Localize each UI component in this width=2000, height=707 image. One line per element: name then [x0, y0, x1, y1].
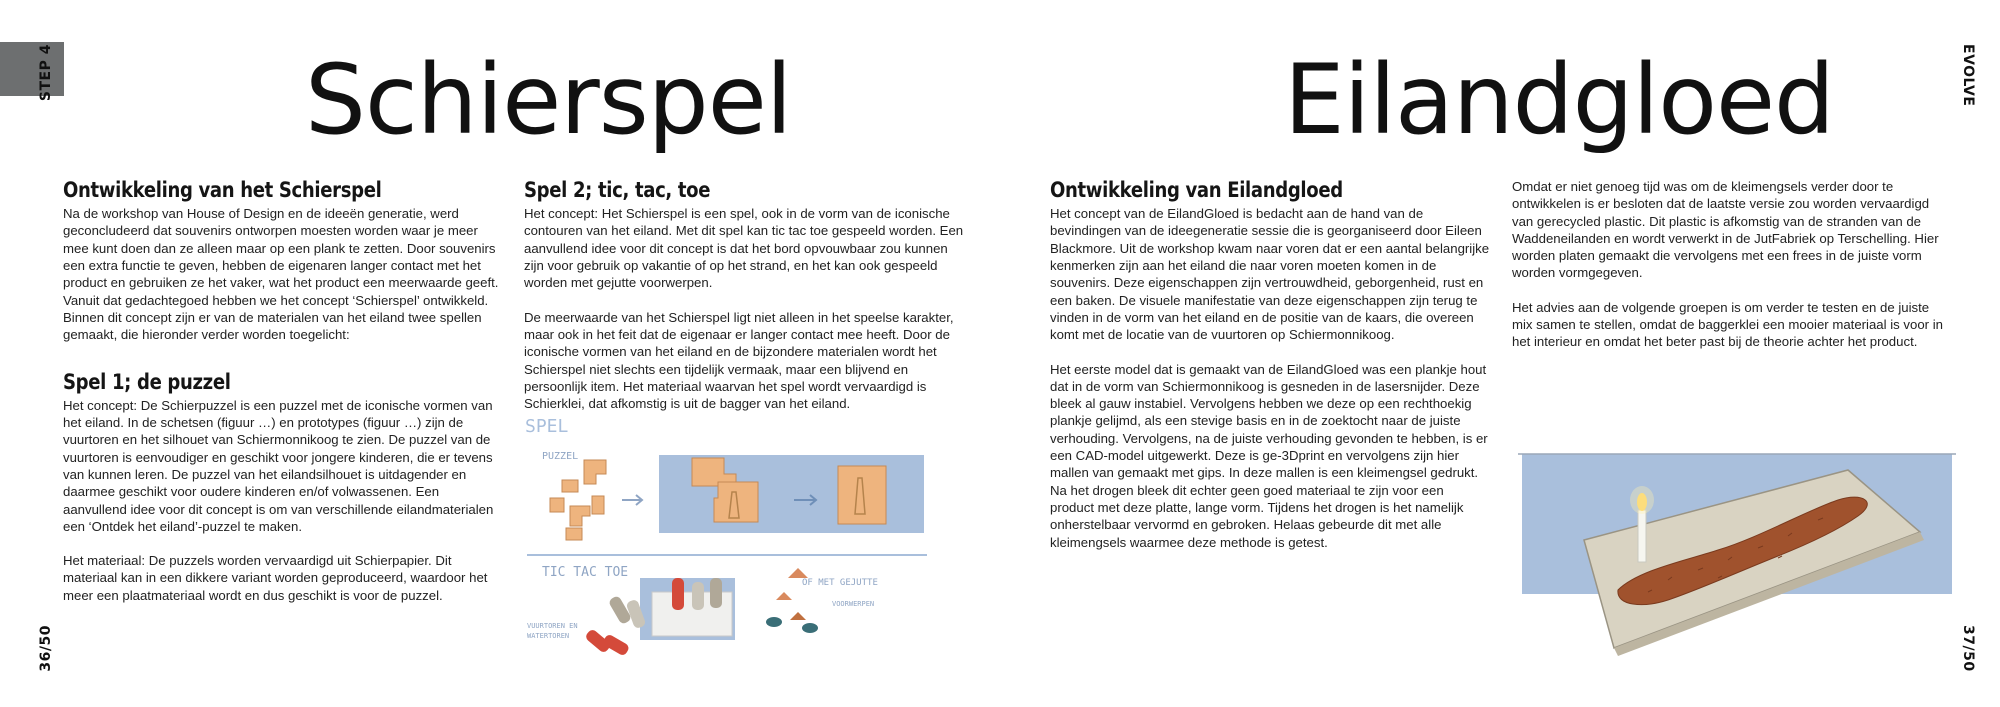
- paragraph-eerste-model: Het eerste model dat is gemaakt van de EilandGloed was een plankje hout dat in de vorm van Schiermonnikoog is gesneden in de lasersnijder. Deze bleek al gauw instabiel. Vervolgens hebben we deze op een rechthoekig plankje gelijmd, als een stevige basis en in de zoektocht naar de juiste verhouding. Vervolgens, na de juiste verhouding gevonden te hebben, is er een CAD-model uitgewerkt. Deze is ge-3Dprint en vervolgens zijn hier mallen van gemaakt met gips. In deze mallen is een kleimengsel gedrukt. Na het drogen bleek dit echter geen goed materiaal te zijn voor een product met deze platte, lange vorm. Tijdens het drogen is het namelijk onherstelbaar vervormd en gebroken. Helaas gebeurde dit met alle kleimengsels waarmee deze methode is getest.: [1050, 361, 1488, 550]
- eilandgloed-illustration: [1518, 440, 1958, 660]
- paragraph-puzzel-concept: Het concept: De Schierpuzzel is een puzzel met de iconische vormen van het eiland. In de schetsen (figuur …) en prototypes (figuur …) zijn de vuurtoren en het silhouet van Schiermonnikoog te zien. De puzzel van de vuurtoren is eenvoudiger en geschikt voor jongere kinderen, die er tevens van kunnen leren. De puzzel van het eilandsilhouet is uitdagender en daarmee geschikt voor oudere kinderen en/of volwassenen. Een aanvullend idee voor dit concept is om van verschillende eilandmaterialen een ‘Ontdek het eiland’-puzzel te maken.: [63, 397, 494, 534]
- candle: [1638, 510, 1646, 562]
- title-eilandgloed: Eilandgloed: [1284, 44, 1834, 156]
- paragraph-gerecycled-plastic: Omdat er niet genoeg tijd was om de kleimengsels verder door te ontwikkelen is er besloten dat de laatste versie zou worden vervaardigd van gerecycled plastic. Dit plastic is afkomstig van de stranden van de Waddeneilanden en wordt verwerkt in de JutFabriek op Terschelling. Hier worden platen gemaakt die vervolgens met een frees in de juiste vorm worden vormgegeven.: [1512, 179, 1939, 281]
- right-column-1: [1050, 178, 1490, 551]
- evolve-label: EVOLVE: [1960, 44, 1976, 107]
- sketch-label-voorwerpen: VOORWERPEN: [832, 600, 875, 608]
- puzzle-pieces: [550, 460, 606, 540]
- title-schierspel: Schierspel: [305, 44, 792, 156]
- sketch-label-spel: SPEL: [525, 416, 569, 437]
- paragraph-puzzel-materiaal: Het materiaal: De puzzels worden vervaardigd uit Schierpapier. Dit materiaal kan in een dikkere variant worden geproduceerd, waardoor het meer een plaatmateriaal wordt en dus geschikt is voor de puzzel.: [63, 553, 488, 603]
- left-column-1: [63, 178, 505, 604]
- step-tab: [0, 42, 64, 96]
- sketch-label-vuurtoren: VUURTOREN EN: [527, 622, 578, 630]
- paragraph-intro: Na de workshop van House of Design en de ideeën generatie, werd geconcludeerd dat souvenirs ontworpen moesten worden waar je meer mee kunt doen dan ze alleen maar op een plank te zetten. Door souvenirs een extra functie te geven, hebben de eigenaren langer contact met het product en gebruiken ze het vaker, wat het product een meerwaarde geeft. Vanuit dat gedachtegoed hebben we het concept ‘Schierspel’ ontwikkeld. Binnen dit concept zijn er van de materialen van het eiland twee spellen gemaakt, die hieronder verder worden toegelicht:: [63, 206, 499, 343]
- heading-spel-1: Spel 1; de puzzel: [63, 369, 231, 394]
- sketch-label-of-met: OF MET GEJUTTE: [802, 578, 878, 588]
- page-number-right: 37/50: [1960, 625, 1976, 672]
- sketch-label-puzzel: PUZZEL: [542, 451, 579, 462]
- schierspel-sketch-illustration: [522, 410, 942, 670]
- paragraph-advies: Het advies aan de volgende groepen is om verder te testen en de juiste mix samen te stellen, omdat de baggerklei een mooier materiaal is voor in het interieur en omdat het beter past bij de theorie achter het product.: [1512, 299, 1944, 350]
- paragraph-tictactoe-concept: Het concept: Het Schierspel is een spel, ook in de vorm van de iconische contouren van het eiland. Met dit spel kan tic tac toe gespeeld worden. Een aanvullend idee voor dit concept is dat het bord opvouwbaar zou kunnen zijn voor gebruik op vakantie of op het strand, en het kan ook gespeeld worden met gejutte voorwerpen.: [524, 206, 964, 291]
- heading-spel-2: Spel 2; tic, tac, toe: [524, 178, 711, 202]
- step-label: STEP 4: [38, 44, 54, 102]
- right-column-2: [1512, 178, 1952, 351]
- page-number-left: 36/50: [38, 625, 54, 672]
- heading-ontwikkeling-eilandgloed: Ontwikkeling van Eilandgloed: [1050, 178, 1343, 202]
- sketch-arrow-1: [622, 495, 642, 505]
- heading-ontwikkeling-schierspel: Ontwikkeling van het Schierspel: [63, 178, 382, 202]
- paragraph-meerwaarde: De meerwaarde van het Schierspel ligt niet alleen in het speelse karakter, maar ook in het feit dat de eigenaar er langer contact mee heeft. Door de iconische vormen van het eiland en de bijzondere materialen wordt het Schierspel niet slechts een tijdelijk vermaak, maar een blijvend en persoonlijk item. Het materiaal waarvan het spel wordt vervaardigd is Schierklei, dat afkomstig is uit de bagger van het eiland.: [524, 309, 954, 412]
- left-column-2: [524, 178, 964, 412]
- sketch-label-watertoren: WATERTOREN: [527, 632, 570, 640]
- paragraph-eilandgloed-concept: Het concept van de EilandGloed is bedacht aan de hand van de bevindingen van de ideegeneratie sessie die is georganiseerd door Eileen Blackmore. Uit de workshop kwam naar voren dat er een aantal belangrijke kenmerken zijn aan het eiland die naar voren moeten komen in de souvenirs. Deze eigenschappen zijn vertrouwdheid, geborgenheid, rust en een baken. De visuele manifestatie van deze eigenschappen zijn terug te vinden in de vorm van het eiland en de positie van de kaars, die overeen komt met de locatie van de vuurtoren op Schiermonnikoog.: [1050, 206, 1490, 343]
- sketch-label-tictactoe: TIC TAC TOE: [542, 565, 629, 580]
